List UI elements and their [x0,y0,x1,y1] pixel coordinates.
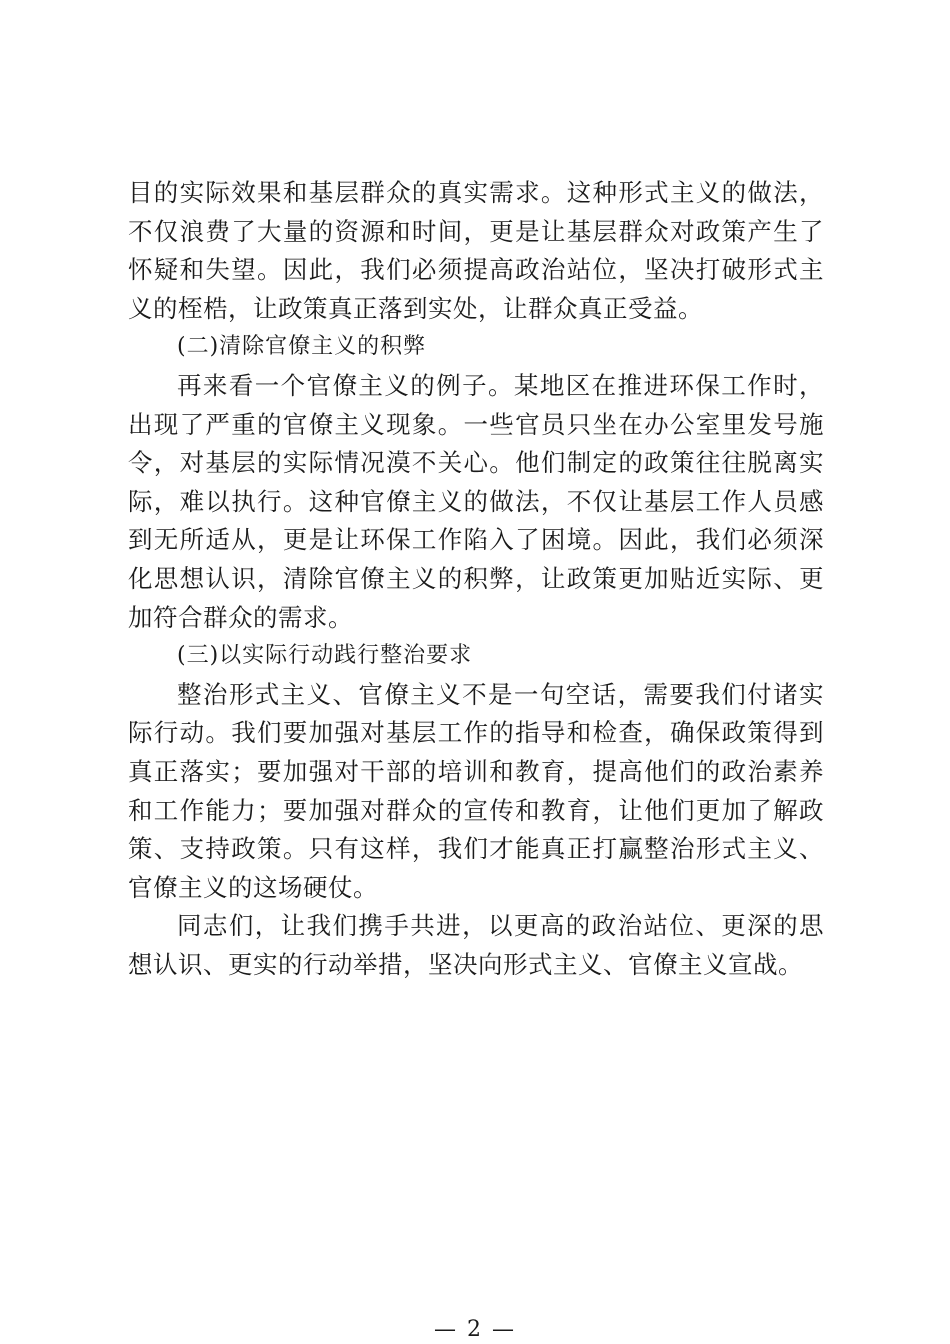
document-body [128,174,824,984]
paragraph: 整治形式主义、官僚主义不是一句空话，需要我们付诸实际行动。我们要加强对基层工作的指导和检查，确保政策得到真正落实；要加强对干部的培训和教育，提高他们的政治素养和工作能力；要加强对群众的宣传和教育，让他们更加了解政策、支持政策。只有这样，我们才能真正打赢整治形式主义、官僚主义的这场硬仗。 [128,679,824,902]
paragraph-closing: 同志们，让我们携手共进，以更高的政治站位、更深的思想认识、更实的行动举措，坚决向形式主义、官僚主义宣战。 [128,911,824,979]
paragraph: 再来看一个官僚主义的例子。某地区在推进环保工作时，出现了严重的官僚主义现象。一些官员只坐在办公室里发号施令，对基层的实际情况漠不关心。他们制定的政策往往脱离实际，难以执行。这种官僚主义的做法，不仅让基层工作人员感到无所适从，更是让环保工作陷入了困境。因此，我们必须深化思想认识，清除官僚主义的积弊，让政策更加贴近实际、更加符合群众的需求。 [128,370,824,632]
page-number: — 2 — [434,1317,516,1342]
section-heading-2: (二)清除官僚主义的积弊 [177,334,427,360]
section-heading-3: (三)以实际行动践行整治要求 [177,643,473,669]
paragraph-continuation: 目的实际效果和基层群众的真实需求。这种形式主义的做法，不仅浪费了大量的资源和时间，更是让基层群众对政策产生了怀疑和失望。因此，我们必须提高政治站位，坚决打破形式主义的桎梏，让政策真正落到实处，让群众真正受益。 [128,178,824,323]
